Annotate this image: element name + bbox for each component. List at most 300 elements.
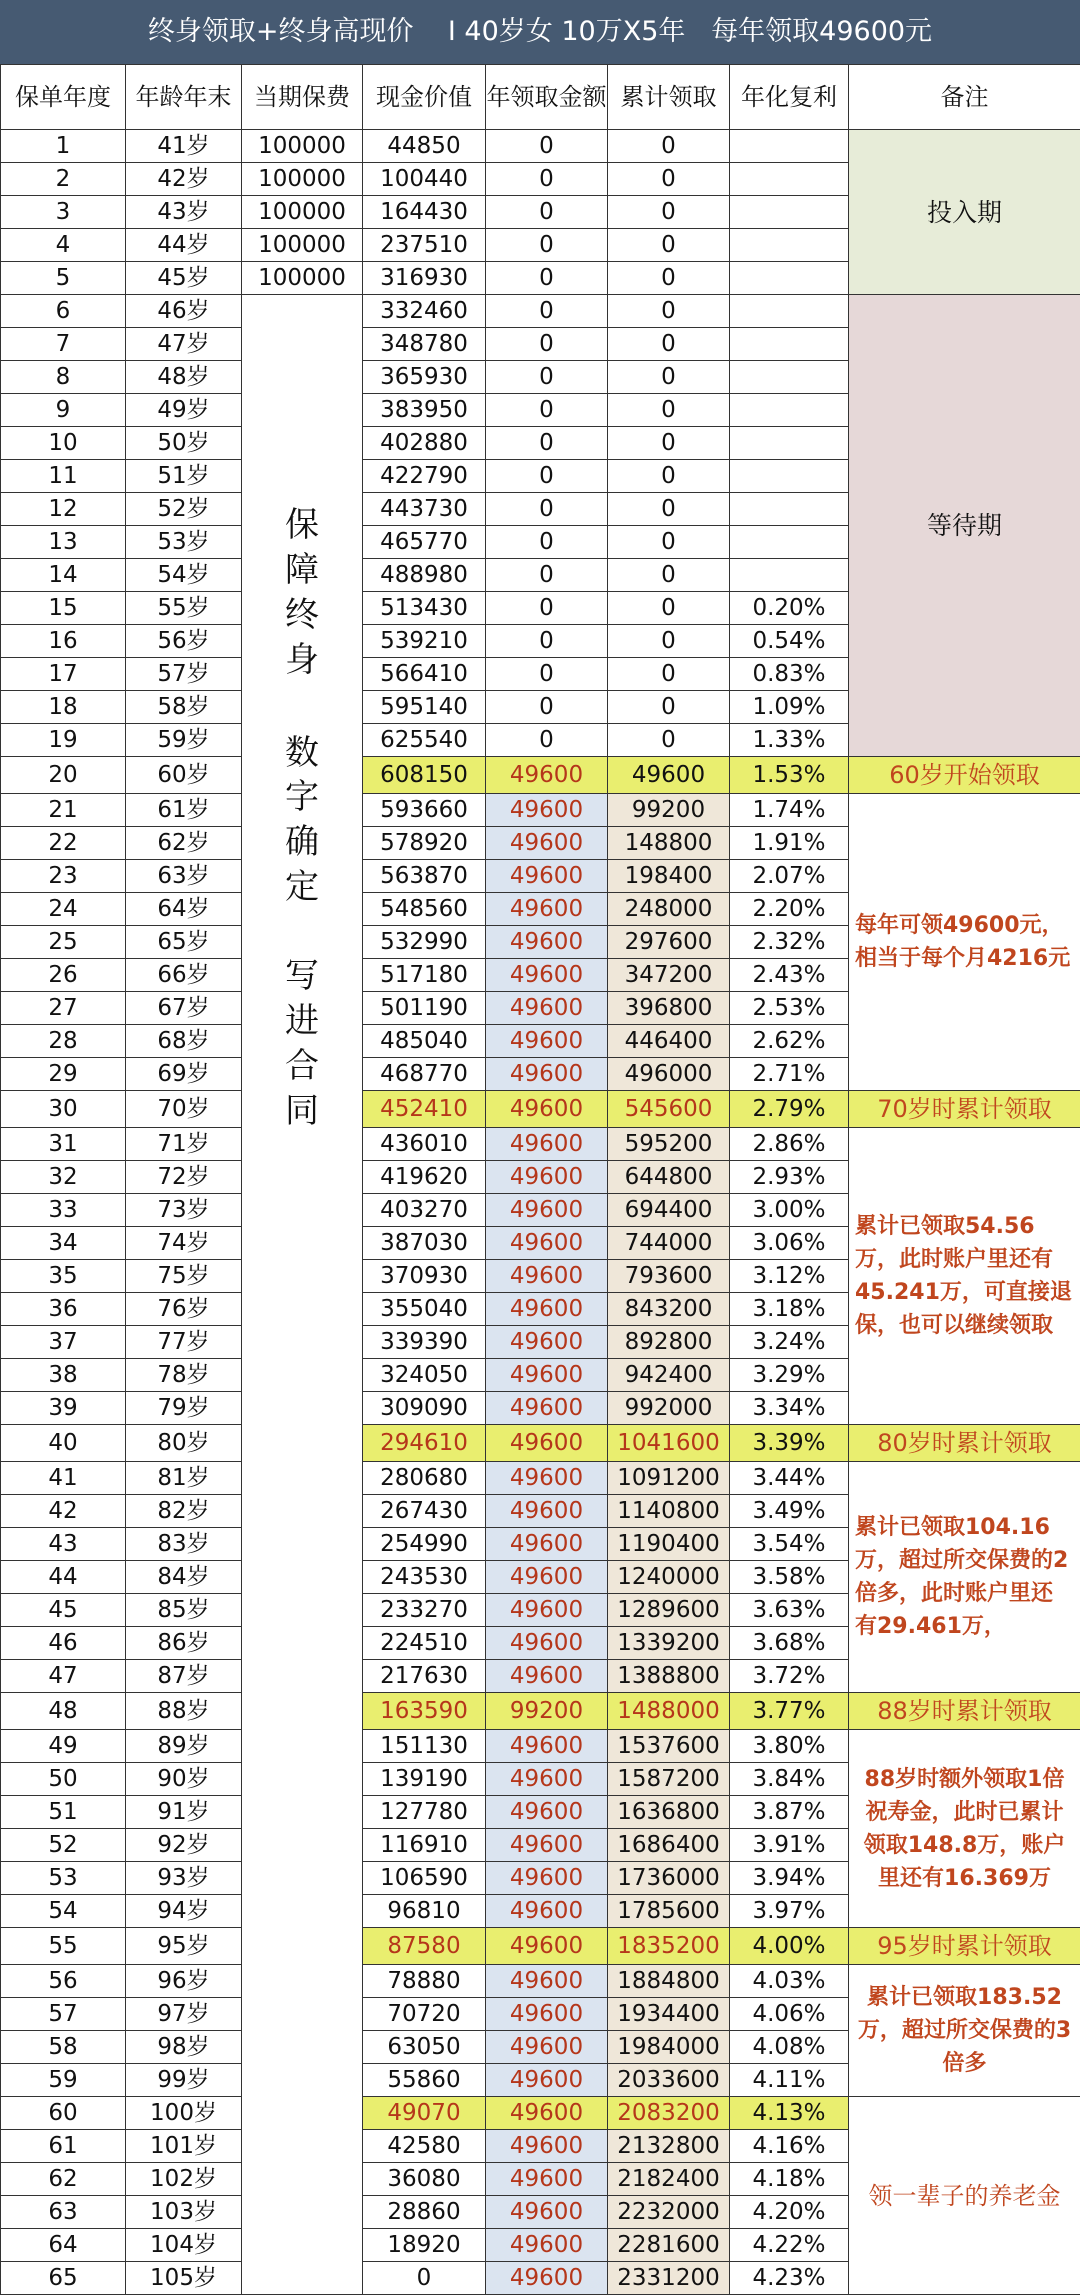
cumulative-cell: 892800 xyxy=(608,1326,730,1359)
cumulative-cell: 0 xyxy=(608,427,730,460)
cash-value-cell: 452410 xyxy=(363,1091,486,1128)
cumulative-cell: 1537600 xyxy=(608,1730,730,1763)
annual-payout-cell: 0 xyxy=(486,592,608,625)
annual-rate-cell xyxy=(730,163,849,196)
age-cell: 75岁 xyxy=(126,1260,242,1293)
cumulative-cell: 1388800 xyxy=(608,1660,730,1693)
annual-rate-cell: 3.58% xyxy=(730,1561,849,1594)
annual-payout-cell: 49600 xyxy=(486,1528,608,1561)
policy-year-cell: 53 xyxy=(1,1862,126,1895)
policy-year-cell: 10 xyxy=(1,427,126,460)
annual-rate-cell: 2.71% xyxy=(730,1058,849,1091)
cash-value-cell: 217630 xyxy=(363,1660,486,1693)
cumulative-cell: 0 xyxy=(608,163,730,196)
age-cell: 64岁 xyxy=(126,893,242,926)
cash-value-cell: 49070 xyxy=(363,2097,486,2130)
cash-value-cell: 539210 xyxy=(363,625,486,658)
policy-year-cell: 38 xyxy=(1,1359,126,1392)
annual-payout-cell: 49600 xyxy=(486,1829,608,1862)
age-cell: 48岁 xyxy=(126,361,242,394)
table-row xyxy=(1,1425,1080,1462)
annual-payout-cell: 0 xyxy=(486,658,608,691)
cash-value-cell: 465770 xyxy=(363,526,486,559)
cumulative-cell: 2132800 xyxy=(608,2130,730,2163)
age-cell: 53岁 xyxy=(126,526,242,559)
age-cell: 78岁 xyxy=(126,1359,242,1392)
header-remarks: 备注 xyxy=(849,65,1080,130)
cash-value-cell: 608150 xyxy=(363,757,486,794)
cumulative-cell: 2033600 xyxy=(608,2064,730,2097)
annual-payout-cell: 49600 xyxy=(486,1425,608,1462)
cumulative-cell: 2083200 xyxy=(608,2097,730,2130)
annual-rate-cell: 3.06% xyxy=(730,1227,849,1260)
annual-rate-cell: 3.68% xyxy=(730,1627,849,1660)
age-cell: 42岁 xyxy=(126,163,242,196)
annual-payout-cell: 0 xyxy=(486,526,608,559)
annual-rate-cell xyxy=(730,328,849,361)
cash-value-cell: 355040 xyxy=(363,1293,486,1326)
cumulative-cell: 0 xyxy=(608,328,730,361)
policy-year-cell: 23 xyxy=(1,860,126,893)
annual-payout-cell: 49600 xyxy=(486,2196,608,2229)
cash-value-cell: 501190 xyxy=(363,992,486,1025)
annual-payout-cell: 0 xyxy=(486,163,608,196)
policy-year-cell: 58 xyxy=(1,2031,126,2064)
age-cell: 86岁 xyxy=(126,1627,242,1660)
remark-premium-period: 投入期 xyxy=(849,130,1080,295)
annual-payout-cell: 49600 xyxy=(486,1326,608,1359)
age-cell: 83岁 xyxy=(126,1528,242,1561)
annual-payout-cell: 49600 xyxy=(486,2097,608,2130)
cash-value-cell: 237510 xyxy=(363,229,486,262)
age-cell: 41岁 xyxy=(126,130,242,163)
annual-payout-cell: 49600 xyxy=(486,1862,608,1895)
age-cell: 65岁 xyxy=(126,926,242,959)
policy-year-cell: 17 xyxy=(1,658,126,691)
policy-year-cell: 15 xyxy=(1,592,126,625)
age-cell: 93岁 xyxy=(126,1862,242,1895)
guarantee-text xyxy=(242,295,363,2295)
annual-rate-cell xyxy=(730,130,849,163)
annual-rate-cell: 4.11% xyxy=(730,2064,849,2097)
table-row xyxy=(1,1462,1080,1495)
header-age: 年龄年末 xyxy=(126,65,242,130)
cumulative-cell: 148800 xyxy=(608,827,730,860)
age-cell: 73岁 xyxy=(126,1194,242,1227)
annual-rate-cell xyxy=(730,460,849,493)
cumulative-cell: 99200 xyxy=(608,794,730,827)
cash-value-cell: 151130 xyxy=(363,1730,486,1763)
cumulative-cell: 1736000 xyxy=(608,1862,730,1895)
annual-rate-cell: 3.00% xyxy=(730,1194,849,1227)
policy-year-cell: 31 xyxy=(1,1128,126,1161)
cumulative-cell: 0 xyxy=(608,130,730,163)
annual-rate-cell: 3.97% xyxy=(730,1895,849,1928)
remark-88: 88岁时累计领取 xyxy=(849,1693,1080,1730)
age-cell: 96岁 xyxy=(126,1965,242,1998)
cumulative-cell: 644800 xyxy=(608,1161,730,1194)
annual-payout-cell: 49600 xyxy=(486,1128,608,1161)
annual-rate-cell: 2.43% xyxy=(730,959,849,992)
cumulative-cell: 0 xyxy=(608,493,730,526)
premium-cell: 100000 xyxy=(242,163,363,196)
policy-year-cell: 65 xyxy=(1,2262,126,2295)
table-row xyxy=(1,1928,1080,1965)
policy-year-cell: 6 xyxy=(1,295,126,328)
policy-year-cell: 35 xyxy=(1,1260,126,1293)
annual-rate-cell: 3.39% xyxy=(730,1425,849,1462)
cash-value-cell: 339390 xyxy=(363,1326,486,1359)
policy-year-cell: 34 xyxy=(1,1227,126,1260)
age-cell: 84岁 xyxy=(126,1561,242,1594)
cash-value-cell: 485040 xyxy=(363,1025,486,1058)
cash-value-cell: 513430 xyxy=(363,592,486,625)
header-annual-rate: 年化复利 xyxy=(730,65,849,130)
policy-year-cell: 46 xyxy=(1,1627,126,1660)
cumulative-cell: 0 xyxy=(608,262,730,295)
cumulative-cell: 0 xyxy=(608,196,730,229)
annual-payout-cell: 49600 xyxy=(486,1594,608,1627)
table-row xyxy=(1,794,1080,827)
age-cell: 60岁 xyxy=(126,757,242,794)
age-cell: 46岁 xyxy=(126,295,242,328)
cash-value-cell: 370930 xyxy=(363,1260,486,1293)
annual-rate-cell: 0.83% xyxy=(730,658,849,691)
annual-rate-cell xyxy=(730,526,849,559)
cumulative-cell: 843200 xyxy=(608,1293,730,1326)
policy-year-cell: 29 xyxy=(1,1058,126,1091)
annual-payout-cell: 99200 xyxy=(486,1693,608,1730)
annual-rate-cell: 3.18% xyxy=(730,1293,849,1326)
cumulative-cell: 2182400 xyxy=(608,2163,730,2196)
annual-payout-cell: 49600 xyxy=(486,794,608,827)
age-cell: 71岁 xyxy=(126,1128,242,1161)
age-cell: 52岁 xyxy=(126,493,242,526)
policy-year-cell: 7 xyxy=(1,328,126,361)
cumulative-cell: 347200 xyxy=(608,959,730,992)
cash-value-cell: 324050 xyxy=(363,1359,486,1392)
annual-rate-cell: 2.07% xyxy=(730,860,849,893)
annual-payout-cell: 0 xyxy=(486,427,608,460)
age-cell: 98岁 xyxy=(126,2031,242,2064)
annual-rate-cell xyxy=(730,427,849,460)
cash-value-cell: 127780 xyxy=(363,1796,486,1829)
annual-payout-cell: 0 xyxy=(486,229,608,262)
table-row xyxy=(1,1091,1080,1128)
policy-year-cell: 27 xyxy=(1,992,126,1025)
annual-rate-cell: 4.16% xyxy=(730,2130,849,2163)
age-cell: 88岁 xyxy=(126,1693,242,1730)
cash-value-cell: 532990 xyxy=(363,926,486,959)
cash-value-cell: 593660 xyxy=(363,794,486,827)
annual-payout-cell: 49600 xyxy=(486,2031,608,2064)
age-cell: 74岁 xyxy=(126,1227,242,1260)
annual-payout-cell: 49600 xyxy=(486,2163,608,2196)
annual-payout-cell: 49600 xyxy=(486,1730,608,1763)
remark-80: 80岁时累计领取 xyxy=(849,1425,1080,1462)
annual-rate-cell: 1.33% xyxy=(730,724,849,757)
annual-rate-cell: 3.34% xyxy=(730,1392,849,1425)
age-cell: 43岁 xyxy=(126,196,242,229)
age-cell: 61岁 xyxy=(126,794,242,827)
cumulative-cell: 0 xyxy=(608,724,730,757)
cash-value-cell: 224510 xyxy=(363,1627,486,1660)
annual-rate-cell: 1.09% xyxy=(730,691,849,724)
annual-payout-cell: 49600 xyxy=(486,1025,608,1058)
cash-value-cell: 348780 xyxy=(363,328,486,361)
cash-value-cell: 563870 xyxy=(363,860,486,893)
policy-year-cell: 63 xyxy=(1,2196,126,2229)
policy-year-cell: 60 xyxy=(1,2097,126,2130)
age-cell: 69岁 xyxy=(126,1058,242,1091)
annual-rate-cell: 4.00% xyxy=(730,1928,849,1965)
policy-year-cell: 3 xyxy=(1,196,126,229)
premium-cell: 100000 xyxy=(242,196,363,229)
annual-payout-cell: 0 xyxy=(486,691,608,724)
policy-year-cell: 59 xyxy=(1,2064,126,2097)
annual-payout-cell: 49600 xyxy=(486,1561,608,1594)
cumulative-cell: 1240000 xyxy=(608,1561,730,1594)
remark-95: 95岁时累计领取 xyxy=(849,1928,1080,1965)
policy-year-cell: 61 xyxy=(1,2130,126,2163)
cash-value-cell: 309090 xyxy=(363,1392,486,1425)
cash-value-cell: 18920 xyxy=(363,2229,486,2262)
cumulative-cell: 1984000 xyxy=(608,2031,730,2064)
age-cell: 97岁 xyxy=(126,1998,242,2031)
cash-value-cell: 422790 xyxy=(363,460,486,493)
policy-year-cell: 21 xyxy=(1,794,126,827)
annual-payout-cell: 0 xyxy=(486,724,608,757)
policy-year-cell: 41 xyxy=(1,1462,126,1495)
annual-payout-cell: 49600 xyxy=(486,2130,608,2163)
age-cell: 80岁 xyxy=(126,1425,242,1462)
cumulative-cell: 0 xyxy=(608,592,730,625)
annual-payout-cell: 49600 xyxy=(486,1091,608,1128)
age-cell: 68岁 xyxy=(126,1025,242,1058)
annual-rate-cell: 1.74% xyxy=(730,794,849,827)
annual-payout-cell: 49600 xyxy=(486,992,608,1025)
policy-year-cell: 42 xyxy=(1,1495,126,1528)
annual-payout-cell: 49600 xyxy=(486,1660,608,1693)
cash-value-cell: 254990 xyxy=(363,1528,486,1561)
cumulative-cell: 1934400 xyxy=(608,1998,730,2031)
age-cell: 101岁 xyxy=(126,2130,242,2163)
annual-rate-cell: 4.22% xyxy=(730,2229,849,2262)
age-cell: 70岁 xyxy=(126,1091,242,1128)
annual-payout-cell: 0 xyxy=(486,559,608,592)
annual-payout-cell: 49600 xyxy=(486,1293,608,1326)
cumulative-cell: 0 xyxy=(608,460,730,493)
cumulative-cell: 396800 xyxy=(608,992,730,1025)
cash-value-cell: 44850 xyxy=(363,130,486,163)
policy-year-cell: 16 xyxy=(1,625,126,658)
policy-year-cell: 5 xyxy=(1,262,126,295)
annual-rate-cell: 4.23% xyxy=(730,2262,849,2295)
page-title: 终身领取+终身高现价 I 40岁女 10万X5年 每年领取49600元 xyxy=(0,0,1080,64)
cash-value-cell: 402880 xyxy=(363,427,486,460)
cumulative-cell: 0 xyxy=(608,559,730,592)
annual-payout-cell: 49600 xyxy=(486,860,608,893)
age-cell: 44岁 xyxy=(126,229,242,262)
age-cell: 85岁 xyxy=(126,1594,242,1627)
cumulative-cell: 1835200 xyxy=(608,1928,730,1965)
age-cell: 89岁 xyxy=(126,1730,242,1763)
age-cell: 82岁 xyxy=(126,1495,242,1528)
policy-year-cell: 14 xyxy=(1,559,126,592)
cumulative-cell: 1785600 xyxy=(608,1895,730,1928)
cash-value-cell: 443730 xyxy=(363,493,486,526)
age-cell: 105岁 xyxy=(126,2262,242,2295)
cumulative-cell: 248000 xyxy=(608,893,730,926)
age-cell: 90岁 xyxy=(126,1763,242,1796)
policy-year-cell: 49 xyxy=(1,1730,126,1763)
cumulative-cell: 1686400 xyxy=(608,1829,730,1862)
annual-rate-cell: 2.20% xyxy=(730,893,849,926)
cumulative-cell: 0 xyxy=(608,625,730,658)
remark-lifetime-pension: 领一辈子的养老金 xyxy=(849,2097,1080,2295)
cash-value-cell: 294610 xyxy=(363,1425,486,1462)
age-cell: 94岁 xyxy=(126,1895,242,1928)
cumulative-cell: 297600 xyxy=(608,926,730,959)
policy-year-cell: 26 xyxy=(1,959,126,992)
remark-age-88-summary: 88岁时额外领取1倍祝寿金，此时已累计领取148.8万，账户里还有16.369万 xyxy=(849,1730,1080,1928)
annual-rate-cell: 2.32% xyxy=(730,926,849,959)
age-cell: 95岁 xyxy=(126,1928,242,1965)
annual-rate-cell: 3.24% xyxy=(730,1326,849,1359)
cumulative-cell: 0 xyxy=(608,658,730,691)
annual-payout-cell: 0 xyxy=(486,460,608,493)
annual-rate-cell: 3.87% xyxy=(730,1796,849,1829)
table-row xyxy=(1,130,1080,163)
annual-payout-cell: 0 xyxy=(486,262,608,295)
policy-year-cell: 25 xyxy=(1,926,126,959)
cumulative-cell: 744000 xyxy=(608,1227,730,1260)
cumulative-cell: 0 xyxy=(608,394,730,427)
annual-rate-cell: 0.54% xyxy=(730,625,849,658)
cash-value-cell: 116910 xyxy=(363,1829,486,1862)
age-cell: 63岁 xyxy=(126,860,242,893)
cumulative-cell: 1636800 xyxy=(608,1796,730,1829)
cash-value-cell: 566410 xyxy=(363,658,486,691)
age-cell: 54岁 xyxy=(126,559,242,592)
age-cell: 50岁 xyxy=(126,427,242,460)
age-cell: 79岁 xyxy=(126,1392,242,1425)
policy-year-cell: 43 xyxy=(1,1528,126,1561)
age-cell: 45岁 xyxy=(126,262,242,295)
cumulative-cell: 1190400 xyxy=(608,1528,730,1561)
cash-value-cell: 517180 xyxy=(363,959,486,992)
age-cell: 66岁 xyxy=(126,959,242,992)
policy-year-cell: 28 xyxy=(1,1025,126,1058)
annual-rate-cell: 4.06% xyxy=(730,1998,849,2031)
policy-year-cell: 8 xyxy=(1,361,126,394)
cumulative-cell: 0 xyxy=(608,691,730,724)
annual-payout-cell: 0 xyxy=(486,328,608,361)
cumulative-cell: 1587200 xyxy=(608,1763,730,1796)
header-premium: 当期保费 xyxy=(242,65,363,130)
cash-value-cell: 0 xyxy=(363,2262,486,2295)
cash-value-cell: 387030 xyxy=(363,1227,486,1260)
remark-age-80-summary: 累计已领取104.16万，超过所交保费的2倍多，此时账户里还有29.461万， xyxy=(849,1462,1080,1693)
annual-payout-cell: 0 xyxy=(486,394,608,427)
cumulative-cell: 992000 xyxy=(608,1392,730,1425)
cumulative-cell: 2232000 xyxy=(608,2196,730,2229)
annual-rate-cell: 3.49% xyxy=(730,1495,849,1528)
cumulative-cell: 595200 xyxy=(608,1128,730,1161)
annual-rate-cell: 3.54% xyxy=(730,1528,849,1561)
policy-year-cell: 32 xyxy=(1,1161,126,1194)
annual-payout-cell: 49600 xyxy=(486,1227,608,1260)
cumulative-cell: 942400 xyxy=(608,1359,730,1392)
annual-rate-cell xyxy=(730,361,849,394)
remark-waiting-period: 等待期 xyxy=(849,295,1080,757)
header-policy-year: 保单年度 xyxy=(1,65,126,130)
cash-value-cell: 548560 xyxy=(363,893,486,926)
policy-year-cell: 54 xyxy=(1,1895,126,1928)
cash-value-cell: 403270 xyxy=(363,1194,486,1227)
policy-year-cell: 56 xyxy=(1,1965,126,1998)
age-cell: 55岁 xyxy=(126,592,242,625)
annual-rate-cell: 4.18% xyxy=(730,2163,849,2196)
policy-year-cell: 36 xyxy=(1,1293,126,1326)
cash-value-cell: 36080 xyxy=(363,2163,486,2196)
policy-year-cell: 2 xyxy=(1,163,126,196)
annual-payout-cell: 49600 xyxy=(486,1928,608,1965)
policy-year-cell: 52 xyxy=(1,1829,126,1862)
guarantee-line-2: 数字确定 xyxy=(284,731,320,911)
annual-payout-cell: 49600 xyxy=(486,1194,608,1227)
table-row xyxy=(1,757,1080,794)
age-cell: 100岁 xyxy=(126,2097,242,2130)
policy-year-cell: 64 xyxy=(1,2229,126,2262)
cumulative-cell: 0 xyxy=(608,361,730,394)
cash-value-cell: 55860 xyxy=(363,2064,486,2097)
cumulative-cell: 198400 xyxy=(608,860,730,893)
annual-payout-cell: 49600 xyxy=(486,1260,608,1293)
annual-payout-cell: 49600 xyxy=(486,2229,608,2262)
guarantee-line-1: 保障终身 xyxy=(284,503,320,683)
cash-value-cell: 87580 xyxy=(363,1928,486,1965)
remark-age-95-summary: 累计已领取183.52万，超过所交保费的3倍多 xyxy=(849,1965,1080,2097)
policy-year-cell: 12 xyxy=(1,493,126,526)
annual-payout-cell: 49600 xyxy=(486,2064,608,2097)
annual-rate-cell: 1.91% xyxy=(730,827,849,860)
annual-rate-cell: 3.44% xyxy=(730,1462,849,1495)
cumulative-cell: 1041600 xyxy=(608,1425,730,1462)
cash-value-cell: 316930 xyxy=(363,262,486,295)
table-row xyxy=(1,1730,1080,1763)
annual-payout-cell: 49600 xyxy=(486,1627,608,1660)
policy-year-cell: 50 xyxy=(1,1763,126,1796)
age-cell: 91岁 xyxy=(126,1796,242,1829)
annual-rate-cell: 3.91% xyxy=(730,1829,849,1862)
cash-value-cell: 419620 xyxy=(363,1161,486,1194)
annual-rate-cell: 3.72% xyxy=(730,1660,849,1693)
annual-rate-cell xyxy=(730,262,849,295)
cumulative-cell: 0 xyxy=(608,229,730,262)
cash-value-cell: 70720 xyxy=(363,1998,486,2031)
annual-rate-cell: 3.84% xyxy=(730,1763,849,1796)
policy-year-cell: 44 xyxy=(1,1561,126,1594)
cash-value-cell: 139190 xyxy=(363,1763,486,1796)
annual-rate-cell: 2.53% xyxy=(730,992,849,1025)
annual-payout-cell: 49600 xyxy=(486,1998,608,2031)
cash-value-cell: 106590 xyxy=(363,1862,486,1895)
table-row xyxy=(1,1128,1080,1161)
annual-rate-cell xyxy=(730,559,849,592)
header-cash-value: 现金价值 xyxy=(363,65,486,130)
remark-60: 60岁开始领取 xyxy=(849,757,1080,794)
